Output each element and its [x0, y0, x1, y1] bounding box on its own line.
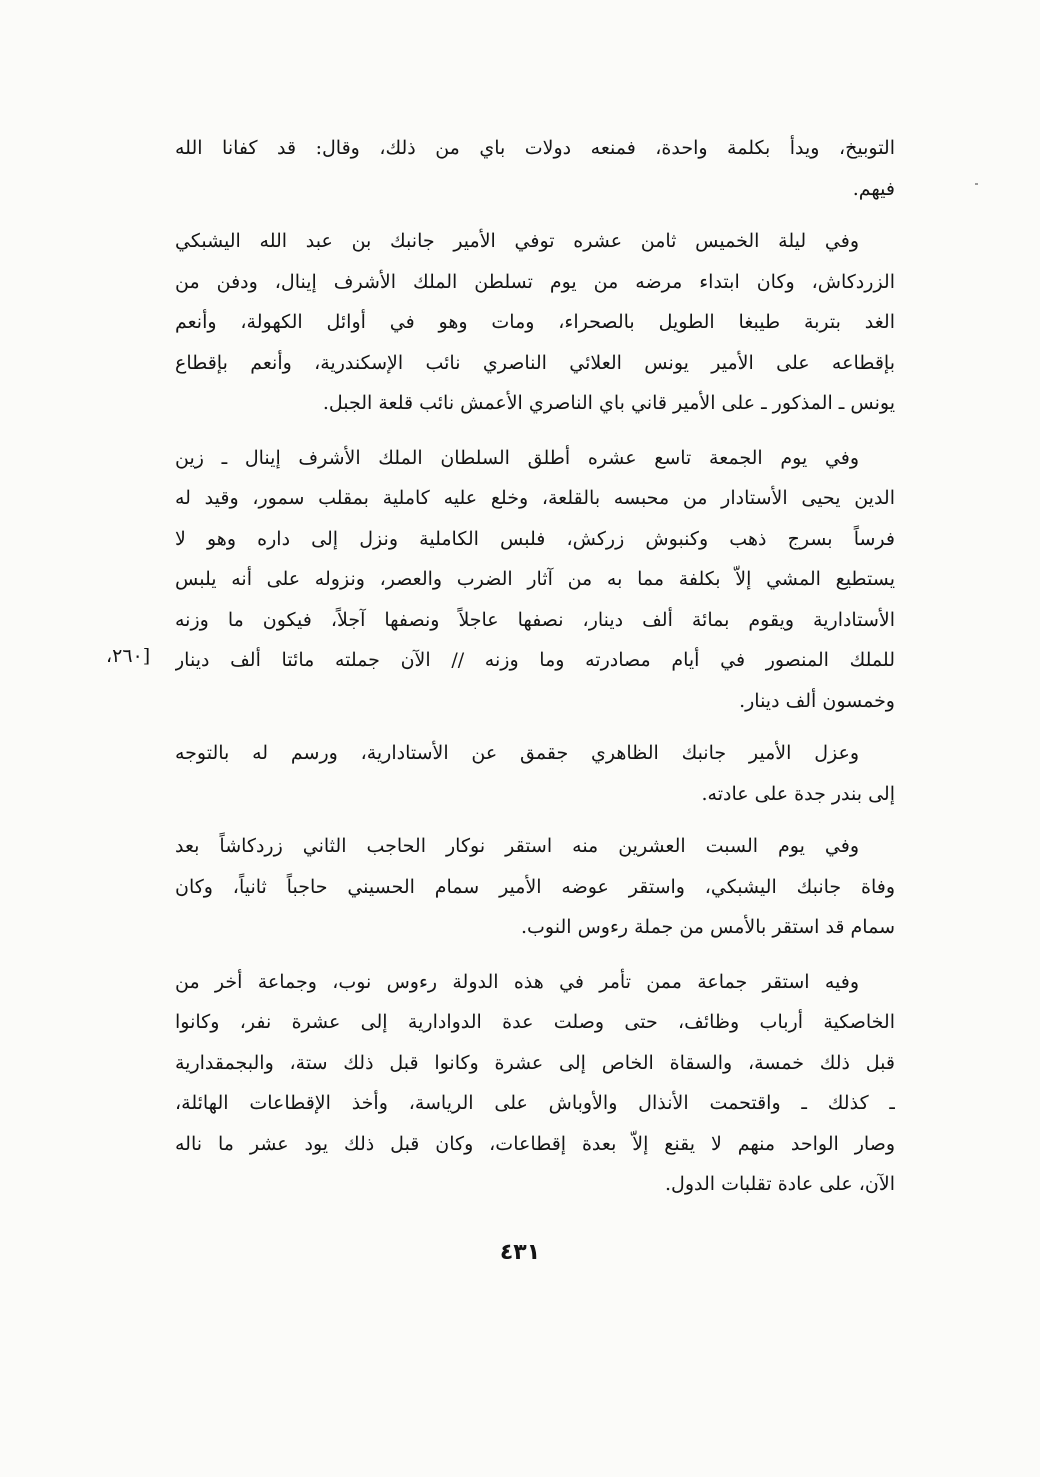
text-line: قبل ذلك خمسة، والسقاة الخاص إلى عشرة وكانوا قبل ذلك ستة، والبجمقدارية: [175, 1051, 895, 1074]
page-body: [175, 128, 895, 1205]
text-line: الدين يحيى الأستادار من محبسه بالقلعة، وخلع عليه كاملية بمقلب سمور، وقيد له: [175, 487, 895, 509]
text-line: الغد بتربة طيبغا الطويل بالصحراء، ومات وهو في أوائل الكهولة، وأنعم: [175, 311, 895, 333]
scan-speck: [975, 183, 978, 185]
paragraph-3: [175, 438, 895, 722]
text-line: بإقطاعه على الأمير يونس العلائي الناصري نائب الإسكندرية، وأنعم بإقطاع: [175, 351, 895, 374]
text-line: الآن، على عادة تقلبات الدول.: [664, 1173, 895, 1195]
text-line: وعزل الأمير جانبك الظاهري جقمق عن الأستادارية، ورسم له بالتوجه: [175, 742, 859, 764]
text-line: الخاصكية أرباب وظائف، حتى وصلت عدة الدوادارية إلى عشرة نفر، وكانوا: [175, 1011, 895, 1033]
text-line: للملك المنصور في أيام مصادرته وما وزنه // الآن جملته مائتا ألف دينار: [175, 649, 895, 671]
text-line: وفي يوم السبت العشرين منه استقر نوكار الحاجب الثاني زردكاشاً بعد: [175, 835, 859, 857]
text-line: سمام قد استقر بالأمس من جملة رءوس النوب.: [521, 916, 895, 938]
text-line: وخمسون ألف دينار.: [739, 689, 895, 712]
text-line: فرساً بسرج ذهب وكنبوش زركش، فلبس الكاملية ونزل إلى داره وهو لا: [175, 527, 895, 550]
text-line: التوبيخ، ويدأ بكلمة واحدة، فمنعه دولات باي من ذلك، وقال: قد كفانا الله: [175, 137, 895, 159]
page-number: ٤٣١: [499, 1240, 541, 1265]
text-line: وصار الواحد منهم لا يقنع إلاّ بعدة إقطاعات، وكان قبل ذلك يود عشر ما ناله: [175, 1132, 895, 1155]
paragraph-4: [175, 733, 895, 814]
text-line: فيهم.: [852, 177, 895, 200]
text-line: إلى بندر جدة على عادته.: [701, 782, 895, 805]
text-line: وفيه استقر جماعة ممن تأمر في هذه الدولة رءوس نوب، وجماعة أخر من: [175, 970, 859, 993]
text-line: ـ كذلك ـ واقتحمت الأنذال والأوباش على الرياسة، وأخذ الإقطاعات الهائلة،: [175, 1092, 895, 1114]
text-line: الأستادارية ويقوم بمائة ألف دينار، نصفها عاجلاً ونصفها آجلاً، فيكون ما وزنه: [175, 608, 895, 631]
margin-reference-note: [٢٦٠،: [106, 645, 151, 667]
text-line: يونس ـ المذكور ـ على الأمير قاني باي الناصري الأعمش نائب قلعة الجبل.: [322, 392, 895, 414]
text-line: يستطيع المشي إلاّ بكلفة مما به من آثار الضرب والعصر، ونزوله على أنه يلبس: [175, 568, 895, 590]
text-line: وفي يوم الجمعة تاسع عشره أطلق السلطان الملك الأشرف إينال ـ زين: [175, 446, 859, 469]
text-line: الزردكاش، وكان ابتداء مرضه من يوم تسلطن الملك الأشرف إينال، ودفن من: [175, 270, 895, 293]
text-line: وفاة جانبك اليشبكي، واستقر عوضه الأمير سمام الحسيني حاجباً ثانياً، وكان: [175, 875, 895, 898]
paragraph-1: [175, 128, 895, 209]
paragraph-2: [175, 221, 895, 424]
text-line: وفي ليلة الخميس ثامن عشره توفي الأمير جانبك بن عبد الله اليشبكي: [175, 230, 859, 252]
paragraph-6: [175, 962, 895, 1205]
paragraph-5: [175, 826, 895, 948]
